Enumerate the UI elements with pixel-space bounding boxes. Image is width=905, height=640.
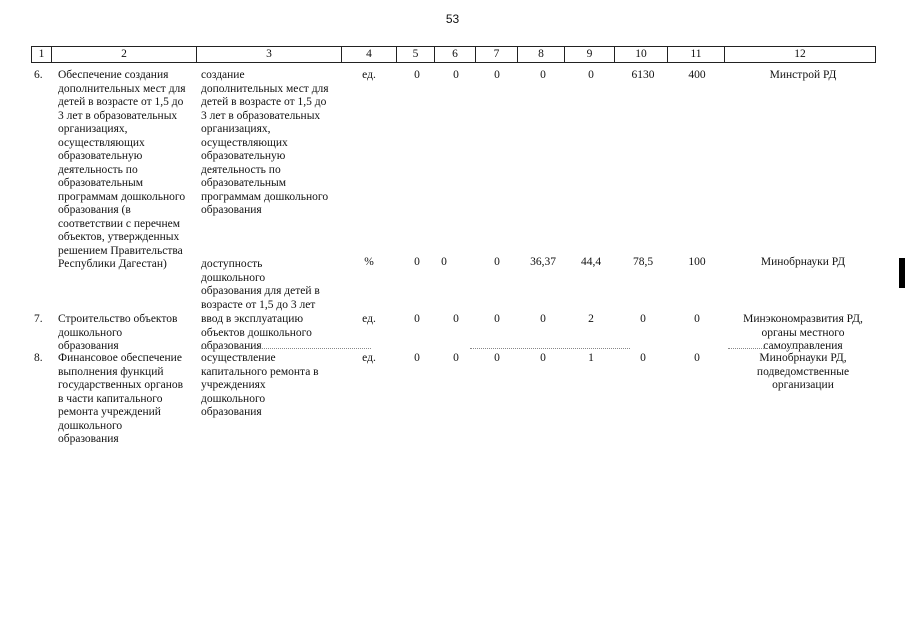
page-number: 53 xyxy=(445,12,460,26)
value-col-7: 0 xyxy=(494,352,500,364)
header-cell-4: 4 xyxy=(342,47,397,62)
header-cell-11: 11 xyxy=(668,47,725,62)
row-number: 8. xyxy=(34,352,43,364)
indicator-name: создание дополнительных мест для детей в возрасте от 1,5 до 3 лет в образовательных организациях, осуществляющих образовательную деятельность по образовательным программам дошкольного образования xyxy=(201,69,329,216)
unit-cell: % xyxy=(364,256,374,268)
value-col-8: 0 xyxy=(540,313,546,325)
measure-name: Строительство объектов дошкольного образования xyxy=(58,313,178,352)
responsible-cell: Минобрнауки РД xyxy=(760,256,846,268)
value-col-5: 0 xyxy=(414,69,420,81)
value-col-5: 0 xyxy=(414,313,420,325)
responsible-cell: Минобрнауки РД, подведомственные организации xyxy=(756,352,850,391)
value-col-6: 0 xyxy=(441,256,447,268)
unit-cell: ед. xyxy=(362,313,376,325)
value-col-7: 0 xyxy=(494,69,500,81)
indicator-name: ввод в эксплуатацию объектов дошкольного образования xyxy=(201,313,312,352)
value-col-5: 0 xyxy=(414,352,420,364)
indicator-name: доступность дошкольного образования для детей в возрасте от 1,5 до 3 лет xyxy=(201,258,320,311)
row-number: 7. xyxy=(34,313,43,325)
value-col-9: 0 xyxy=(588,69,594,81)
scan-artifact-line xyxy=(201,348,371,349)
value-col-9: 2 xyxy=(588,313,594,325)
header-cell-2: 2 xyxy=(52,47,197,62)
value-col-11: 0 xyxy=(694,313,700,325)
responsible-cell: Минэкономразвития РД, органы местного самоуправления xyxy=(743,313,863,352)
table-header-row xyxy=(31,46,876,63)
value-col-6: 0 xyxy=(453,352,459,364)
value-col-11: 400 xyxy=(688,69,706,81)
header-cell-10: 10 xyxy=(615,47,668,62)
unit-cell: ед. xyxy=(362,69,376,81)
measure-name: Обеспечение создания дополнительных мест для детей в возрасте от 1,5 до 3 лет в образовательных организациях, осуществляющих образовательную деятельность по образовательным программам дошкольного образования (в соответствии с перечнем объектов, утвержденных решением Правительства Республики Дагестан) xyxy=(58,69,186,270)
unit-cell: ед. xyxy=(362,352,376,364)
measure-name: Финансовое обеспечение выполнения функций государственных органов в части капитального ремонта учреждений дошкольного образования xyxy=(58,352,184,445)
row-number: 6. xyxy=(34,69,43,81)
value-col-8: 36,37 xyxy=(530,256,556,268)
value-col-11: 0 xyxy=(694,352,700,364)
value-col-10: 0 xyxy=(640,313,646,325)
scan-edge-mark xyxy=(899,258,905,288)
value-col-9: 44,4 xyxy=(580,256,602,268)
responsible-cell: Минстрой РД xyxy=(769,69,837,81)
header-cell-5: 5 xyxy=(397,47,435,62)
header-cell-9: 9 xyxy=(565,47,615,62)
value-col-6: 0 xyxy=(453,313,459,325)
header-cell-3: 3 xyxy=(197,47,342,62)
value-col-10: 0 xyxy=(640,352,646,364)
value-col-7: 0 xyxy=(494,256,500,268)
value-col-10: 78,5 xyxy=(632,256,654,268)
header-cell-7: 7 xyxy=(476,47,518,62)
scan-artifact-line xyxy=(470,348,630,349)
value-col-8: 0 xyxy=(540,69,546,81)
header-cell-8: 8 xyxy=(518,47,565,62)
value-col-11: 100 xyxy=(688,256,706,268)
value-col-10: 6130 xyxy=(631,69,655,81)
value-col-5: 0 xyxy=(414,256,420,268)
header-cell-1: 1 xyxy=(32,47,52,62)
scan-artifact-line xyxy=(728,348,808,349)
value-col-9: 1 xyxy=(588,352,594,364)
value-col-7: 0 xyxy=(494,313,500,325)
value-col-8: 0 xyxy=(540,352,546,364)
value-col-6: 0 xyxy=(453,69,459,81)
header-cell-6: 6 xyxy=(435,47,476,62)
header-cell-12: 12 xyxy=(794,48,806,60)
indicator-name: осуществление капитального ремонта в учреждениях дошкольного образования xyxy=(201,352,319,418)
